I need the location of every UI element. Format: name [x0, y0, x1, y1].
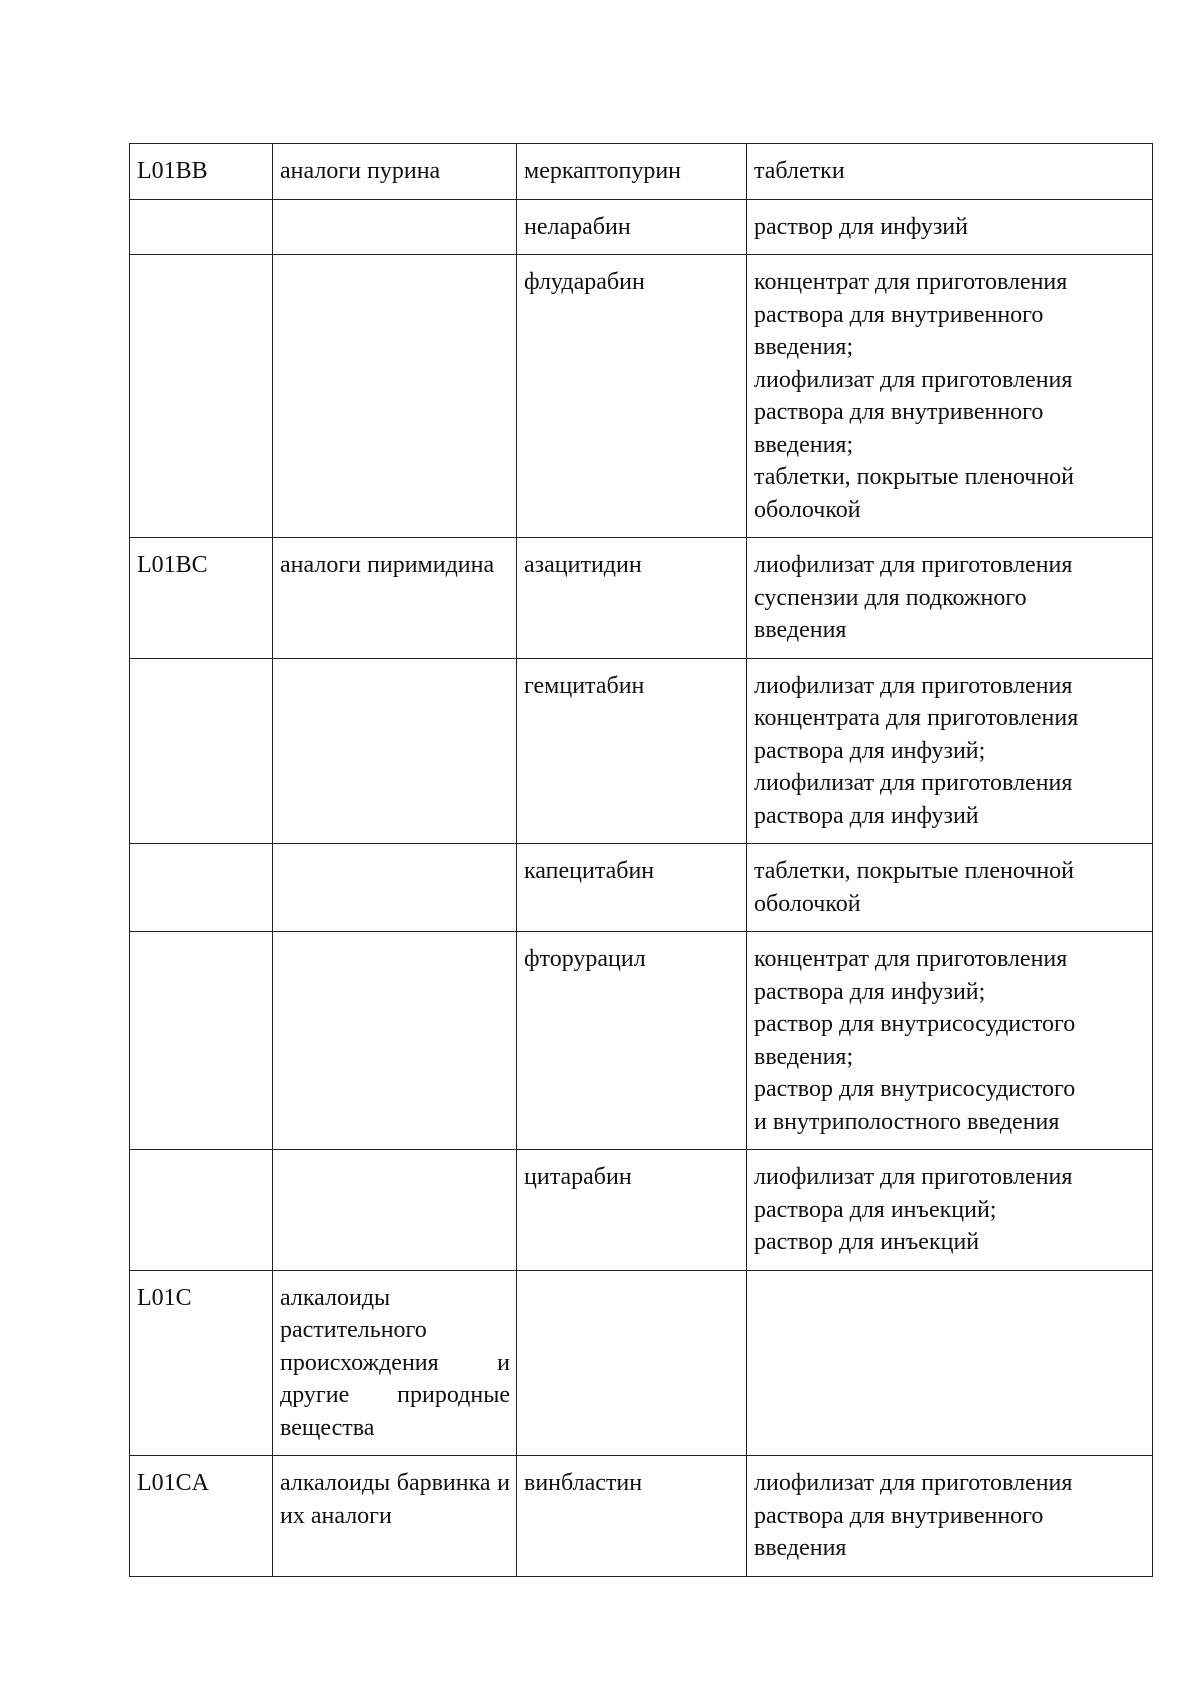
group-name-cell: [273, 255, 517, 538]
atc-code-cell: [130, 1150, 273, 1271]
dosage-form-cell: [747, 1270, 1153, 1456]
atc-code-cell: [130, 658, 273, 844]
dosage-form-cell: таблетки: [747, 144, 1153, 200]
atc-code-cell: L01BB: [130, 144, 273, 200]
atc-code-cell: L01C: [130, 1270, 273, 1456]
table-row: [130, 538, 1153, 659]
atc-code-cell: L01BC: [130, 538, 273, 659]
table-row: [130, 844, 1153, 932]
drug-name-cell: флударабин: [517, 255, 747, 538]
drug-name-cell: неларабин: [517, 199, 747, 255]
group-name-cell: аналоги пиримидина: [273, 538, 517, 659]
group-name-cell: алкалоиды барвинка и их аналоги: [273, 1456, 517, 1577]
table-row: [130, 932, 1153, 1150]
table-row: [130, 144, 1153, 200]
drug-name-cell: [517, 1270, 747, 1456]
dosage-form-cell: лиофилизат для приготовления раствора для внутривенного введения: [747, 1456, 1153, 1577]
atc-code-cell: [130, 199, 273, 255]
drug-name-cell: фторурацил: [517, 932, 747, 1150]
table-row: [130, 199, 1153, 255]
table-row: [130, 1150, 1153, 1271]
dosage-form-cell: раствор для инфузий: [747, 199, 1153, 255]
dosage-form-cell: таблетки, покрытые пленочной оболочкой: [747, 844, 1153, 932]
group-name-cell: [273, 844, 517, 932]
table-row: [130, 255, 1153, 538]
drug-classification-table: [129, 143, 1153, 1577]
atc-code-cell: [130, 932, 273, 1150]
dosage-form-cell: концентрат для приготовления раствора для инфузий; раствор для внутрисосудистого введения; раствор для внутрисосудистого и внутриполостного введения: [747, 932, 1153, 1150]
group-name-cell: [273, 1150, 517, 1271]
drug-name-cell: гемцитабин: [517, 658, 747, 844]
dosage-form-cell: лиофилизат для приготовления концентрата для приготовления раствора для инфузий; лиофилизат для приготовления раствора для инфузий: [747, 658, 1153, 844]
drug-name-cell: капецитабин: [517, 844, 747, 932]
drug-name-cell: цитарабин: [517, 1150, 747, 1271]
group-name-cell: [273, 932, 517, 1150]
group-name-cell: алкалоиды растительного происхождения и другие природные вещества: [273, 1270, 517, 1456]
group-name-cell: аналоги пурина: [273, 144, 517, 200]
drug-name-cell: азацитидин: [517, 538, 747, 659]
atc-code-cell: L01CA: [130, 1456, 273, 1577]
table-row: [130, 658, 1153, 844]
drug-name-cell: винбластин: [517, 1456, 747, 1577]
dosage-form-cell: лиофилизат для приготовления суспензии для подкожного введения: [747, 538, 1153, 659]
dosage-form-cell: лиофилизат для приготовления раствора для инъекций; раствор для инъекций: [747, 1150, 1153, 1271]
table-row: [130, 1456, 1153, 1577]
group-name-cell: [273, 199, 517, 255]
drug-name-cell: меркаптопурин: [517, 144, 747, 200]
atc-code-cell: [130, 844, 273, 932]
group-name-cell: [273, 658, 517, 844]
table-row: [130, 1270, 1153, 1456]
dosage-form-cell: концентрат для приготовления раствора для внутривенного введения; лиофилизат для приготовления раствора для внутривенного введения; таблетки, покрытые пленочной оболочкой: [747, 255, 1153, 538]
atc-code-cell: [130, 255, 273, 538]
